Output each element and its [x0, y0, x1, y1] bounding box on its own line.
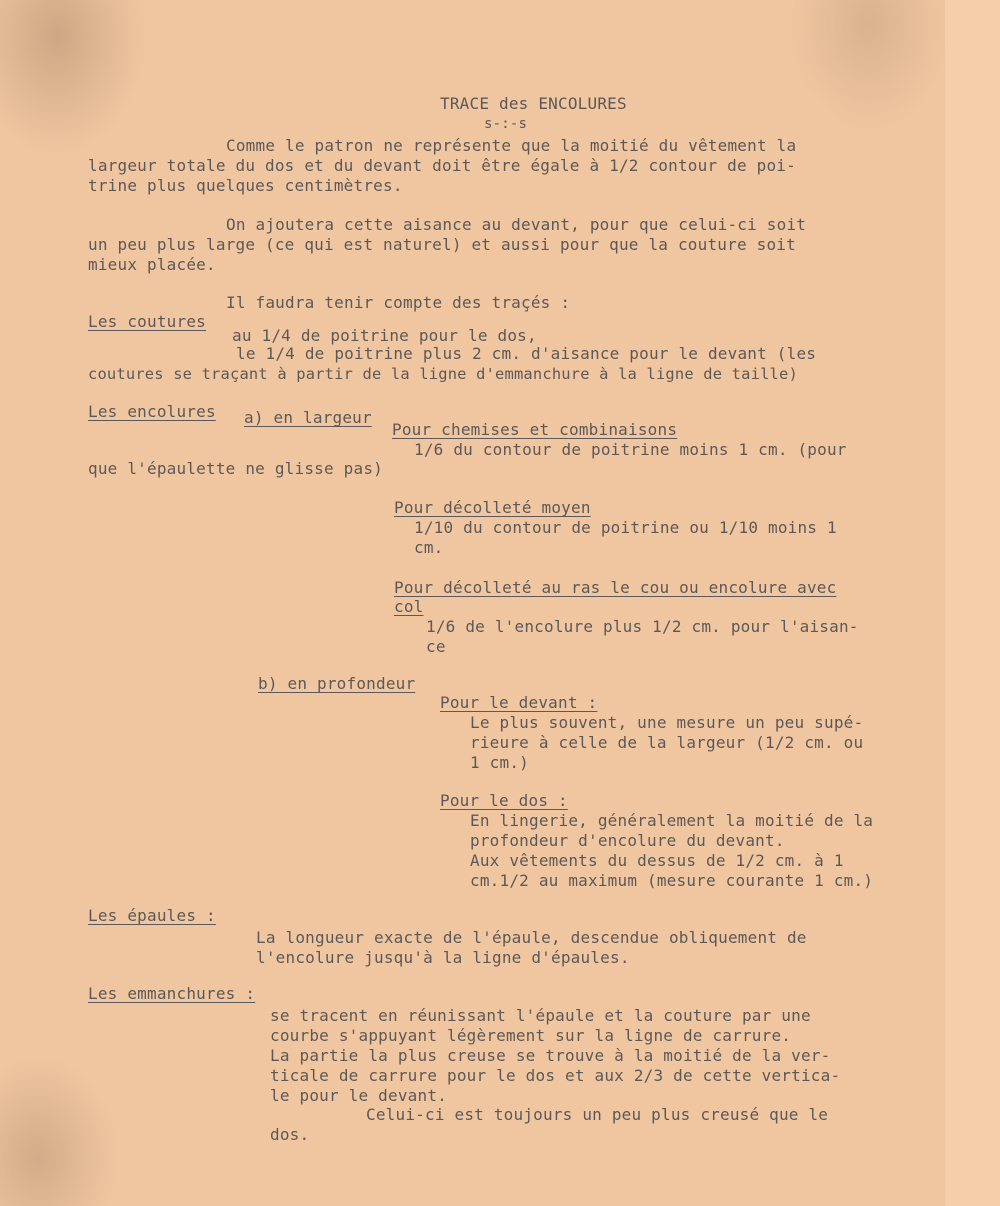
chemises-line-2: que l'épaulette ne glisse pas) — [88, 459, 383, 478]
title-ornament: s-:-s — [484, 116, 528, 132]
encolures-b-en-profondeur: b) en profondeur — [258, 674, 416, 693]
coutures-line-1: au 1/4 de poitrine pour le dos, — [232, 326, 537, 345]
intro-line-1: Comme le patron ne représente que la moitié du vêtement la — [226, 136, 797, 155]
epaules-line-2: l'encolure jusqu'à la ligne d'épaules. — [256, 948, 630, 967]
emmanchures-line-3: La partie la plus creuse se trouve à la moitié de la ver- — [270, 1046, 831, 1065]
devant-line-1: Le plus souvent, une mesure un peu supé- — [470, 713, 864, 732]
document-title: TRACE des ENCOLURES — [440, 94, 627, 113]
decollete-moyen-heading: Pour décolleté moyen — [394, 498, 591, 517]
dos-heading: Pour le dos : — [440, 791, 568, 810]
epaules-heading: Les épaules : — [88, 906, 216, 925]
decollete-moyen-line-2: cm. — [414, 538, 444, 557]
chemises-line-1: 1/6 du contour de poitrine moins 1 cm. (pour — [414, 440, 847, 459]
intro-line-3: trine plus quelques centimètres. — [88, 176, 403, 195]
decollete-moyen-line-1: 1/10 du contour de poitrine ou 1/10 moins 1 — [414, 518, 837, 537]
final-line-1: Celui-ci est toujours un peu plus creusé que le — [366, 1105, 829, 1124]
encolures-heading: Les encolures — [88, 402, 216, 421]
devant-line-3: 1 cm.) — [470, 753, 529, 772]
decollete-ras-line-2: ce — [426, 637, 446, 656]
coutures-line-2: le 1/4 de poitrine plus 2 cm. d'aisance pour le devant (les — [236, 344, 817, 363]
final-line-2: dos. — [270, 1125, 310, 1144]
page-edge — [945, 0, 1000, 1206]
decollete-ras-heading-2: col — [394, 597, 424, 616]
dos-line-1: En lingerie, généralement la moitié de la — [470, 811, 874, 830]
emmanchures-line-2: courbe s'appuyant légèrement sur la ligne de carrure. — [270, 1026, 792, 1045]
para2-line-1: On ajoutera cette aisance au devant, pour que celui-ci soit — [226, 215, 807, 234]
epaules-line-1: La longueur exacte de l'épaule, descendue obliquement de — [256, 928, 807, 947]
dos-line-3: Aux vêtements du dessus de 1/2 cm. à 1 — [470, 851, 844, 870]
encolures-a-en-largeur: a) en largeur — [244, 408, 372, 427]
para2-line-3: mieux placée. — [88, 255, 216, 274]
devant-heading: Pour le devant : — [440, 693, 598, 712]
dos-line-2: profondeur d'encolure du devant. — [470, 831, 785, 850]
emmanchures-heading: Les emmanchures : — [88, 984, 256, 1003]
para2-line-2: un peu plus large (ce qui est naturel) et aussi pour que la couture soit — [88, 235, 796, 254]
emmanchures-line-4: ticale de carrure pour le dos et aux 2/3 de cette vertica- — [270, 1066, 841, 1085]
emmanchures-line-5: le pour le devant. — [270, 1086, 447, 1105]
decollete-ras-heading: Pour décolleté au ras le cou ou encolure avec — [394, 578, 837, 597]
devant-line-2: rieure à celle de la largeur (1/2 cm. ou — [470, 733, 864, 752]
decollete-ras-line-1: 1/6 de l'encolure plus 1/2 cm. pour l'aisan- — [426, 617, 859, 636]
para3: Il faudra tenir compte des traçés : — [226, 293, 571, 312]
coutures-line-3: coutures se traçant à partir de la ligne d'emmanchure à la ligne de taille) — [88, 365, 798, 383]
chemises-heading: Pour chemises et combinaisons — [392, 420, 678, 439]
dos-line-4: cm.1/2 au maximum (mesure courante 1 cm.) — [470, 871, 874, 890]
coutures-heading: Les coutures — [88, 312, 206, 331]
emmanchures-line-1: se tracent en réunissant l'épaule et la couture par une — [270, 1006, 811, 1025]
intro-line-2: largeur totale du dos et du devant doit être égale à 1/2 contour de poi- — [88, 156, 796, 175]
